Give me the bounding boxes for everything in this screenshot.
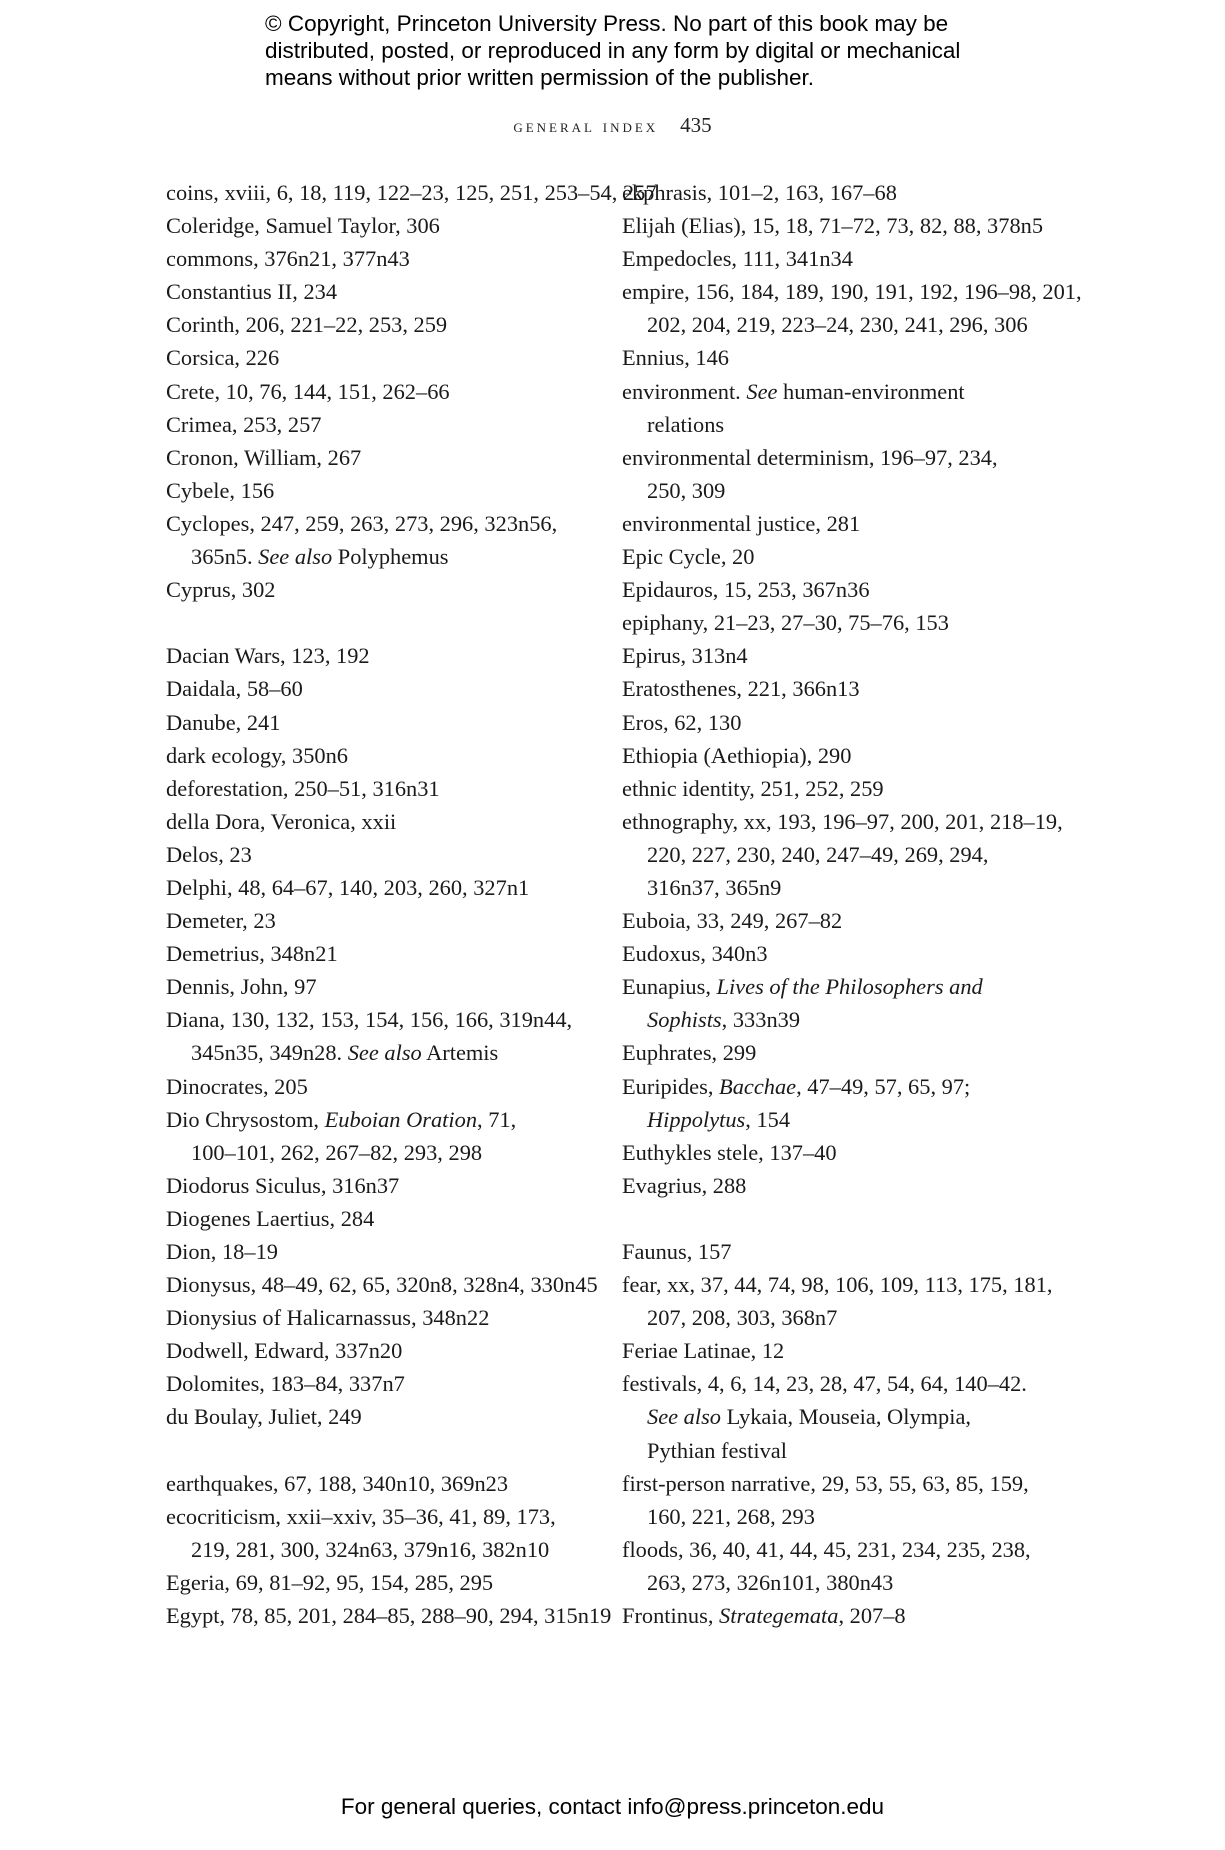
index-entry [166, 970, 596, 1003]
index-entry-text: du Boulay, Juliet, 249 [166, 1404, 362, 1430]
index-entry-text: epiphany, 21–23, 27–30, 75–76, 153 [622, 610, 949, 636]
footer-contact: For general queries, contact info@press.princeton.edu [340, 1794, 885, 1819]
index-entry-text: Diana, 130, 132, 153, 154, 156, 166, 319n44, [166, 1007, 573, 1033]
index-entry [166, 1500, 596, 1566]
index-entry-text: Dodwell, Edward, 337n20 [166, 1338, 403, 1364]
index-entry-text: Crete, 10, 76, 144, 151, 262–66 [166, 378, 450, 404]
index-entry-italic-text: See also [258, 544, 333, 570]
index-entry [622, 176, 1052, 209]
index-entry [166, 474, 596, 507]
index-entry-text: Cyprus, 302 [166, 577, 276, 603]
index-entry [622, 672, 1052, 705]
index-entry-text: Cybele, 156 [166, 477, 275, 503]
index-entry [622, 1467, 1052, 1533]
index-entry [622, 739, 1052, 772]
index-entry-text: Dinocrates, 205 [166, 1073, 308, 1099]
index-entry [622, 970, 1052, 1036]
index-entry [166, 1235, 596, 1268]
index-entry [166, 507, 596, 573]
index-entry [166, 1169, 596, 1202]
index-entry [166, 937, 596, 970]
index-entry [622, 1367, 1052, 1466]
index-entry [166, 706, 596, 739]
index-entry-text: Evagrius, 288 [622, 1172, 747, 1198]
index-entry [166, 1003, 596, 1069]
index-entry-text: first-person narrative, 29, 53, 55, 63, 85, 159, [622, 1470, 1029, 1496]
index-entry [622, 706, 1052, 739]
index-entry [622, 1599, 1052, 1632]
index-entry [166, 441, 596, 474]
index-entry [166, 308, 596, 341]
index-entry [622, 1235, 1052, 1268]
index-entry-text: 207, 208, 303, 368n7 [647, 1305, 838, 1331]
running-head [0, 113, 1225, 138]
index-entry-italic-text: Hippolytus [647, 1106, 746, 1132]
index-entry-text: floods, 36, 40, 41, 44, 45, 231, 234, 235, 238, [622, 1536, 1031, 1562]
index-entry [166, 838, 596, 871]
index-entry-text: Dio Chrysostom, [166, 1106, 325, 1132]
index-entry-text: Egypt, 78, 85, 201, 284–85, 288–90, 294, 315n19 [166, 1603, 612, 1629]
index-entry [166, 772, 596, 805]
index-entry-text: , 154 [745, 1106, 791, 1132]
index-entry-text: 160, 221, 268, 293 [647, 1503, 815, 1529]
index-entry-text: Danube, 241 [166, 709, 281, 735]
index-entry [622, 341, 1052, 374]
index-entry [622, 1136, 1052, 1169]
index-entry [622, 1533, 1052, 1599]
index-entry-text: Eudoxus, 340n3 [622, 941, 768, 967]
index-entry-text: Dacian Wars, 123, 192 [166, 643, 370, 669]
index-entry [622, 805, 1063, 904]
index-entry-text: , 207–8 [838, 1603, 906, 1629]
index-entry-italic-text: Strategemata [719, 1603, 839, 1629]
index-entry-text: Dolomites, 183–84, 337n7 [166, 1371, 405, 1397]
index-entry-text: 202, 204, 219, 223–24, 230, 241, 296, 306 [647, 312, 1028, 338]
index-entry-italic-text: See also [347, 1040, 422, 1066]
index-entry-text: Ennius, 146 [622, 345, 729, 371]
index-entry-text: 220, 227, 230, 240, 247–49, 269, 294, [647, 841, 989, 867]
index-entry-text: Elijah (Elias), 15, 18, 71–72, 73, 82, 88, 378n5 [622, 213, 1044, 239]
index-entry-text: fear, xx, 37, 44, 74, 98, 106, 109, 113, 175, 181, [622, 1272, 1053, 1298]
index-entry-text: Cronon, William, 267 [166, 444, 362, 470]
index-entry-italic-text: Lives of the Philosophers and [716, 974, 983, 1000]
index-entry-text: Faunus, 157 [622, 1239, 732, 1264]
index-entry-text: Pythian festival [647, 1437, 787, 1463]
copyright-notice: © Copyright, Princeton University Press. No part of this book may be distributed, posted, or reproduced in any form by digital or mechanical means without prior written permission of the publisher. [265, 11, 961, 90]
index-entry [622, 441, 1052, 507]
index-entry-text: Euphrates, 299 [622, 1040, 757, 1066]
index-entry-text: Coleridge, Samuel Taylor, 306 [166, 213, 440, 239]
index-entry-text: ecocriticism, xxii–xxiv, 35–36, 41, 89, 173, [166, 1503, 556, 1529]
index-entry [166, 275, 596, 308]
index-entry-text: Polyphemus [332, 544, 449, 570]
index-entry [166, 1467, 596, 1500]
index-entry [166, 209, 596, 242]
index-entry-text: Demeter, 23 [166, 908, 276, 934]
index-entry-text: Epidauros, 15, 253, 367n36 [622, 577, 870, 603]
index-entry-italic-text: Euboian Oration [324, 1106, 478, 1132]
index-entry [166, 1202, 596, 1235]
index-entry-text: environment. [622, 378, 747, 404]
index-entry-text: Crimea, 253, 257 [166, 411, 322, 437]
index-entry-text: Corinth, 206, 221–22, 253, 259 [166, 312, 448, 338]
index-entry [622, 639, 1052, 672]
index-entry-text: Diogenes Laertius, 284 [166, 1205, 375, 1231]
index-entry [166, 1566, 596, 1599]
index-entry-text: ethnography, xx, 193, 196–97, 200, 201, 218–19, [622, 808, 1063, 834]
index-entry-text: Constantius II, 234 [166, 279, 338, 305]
index-entry-text: Dionysus, 48–49, 62, 65, 320n8, 328n4, 330n45 [166, 1272, 598, 1298]
index-entry-text: Epic Cycle, 20 [622, 544, 755, 570]
index-entry-text: 219, 281, 300, 324n63, 379n16, 382n10 [191, 1536, 550, 1562]
index-entry-italic-text: See [746, 378, 778, 404]
index-entry-text: Dennis, John, 97 [166, 974, 317, 1000]
index-entry [166, 805, 596, 838]
index-entry [166, 1301, 596, 1334]
index-entry-text: Daidala, 58–60 [166, 676, 303, 702]
index-entry-italic-text: Sophists [647, 1007, 722, 1033]
index-entry-text: Frontinus, [622, 1603, 720, 1629]
index-entry-text: Diodorus Siculus, 316n37 [166, 1172, 400, 1198]
index-entry [622, 1070, 1052, 1136]
index-entry-text: ethnic identity, 251, 252, 259 [622, 775, 884, 801]
index-entry-text: , 47–49, 57, 65, 97; [796, 1073, 971, 1099]
index-entry [166, 1070, 596, 1103]
index-entry-text: Feriae Latinae, 12 [622, 1338, 785, 1364]
index-entry [166, 739, 596, 772]
index-entry-italic-text: See also [647, 1404, 721, 1430]
index-entry [166, 242, 596, 275]
index-entry-text: environmental determinism, 196–97, 234, [622, 444, 998, 470]
index-entry-text: Eunapius, [622, 974, 717, 1000]
index-entry [622, 573, 1052, 606]
index-entry-text: , 71, [477, 1106, 517, 1132]
index-entry [166, 1268, 596, 1301]
index-entry-italic-text: Bacchae [719, 1073, 797, 1099]
index-entry [622, 275, 1082, 341]
index-entry-text: festivals, 4, 6, 14, 23, 28, 47, 54, 64, 140–42. [622, 1371, 1027, 1397]
index-entry [622, 1334, 1052, 1367]
index-entry [166, 1400, 596, 1433]
index-entry [622, 904, 1052, 937]
index-entry [622, 1036, 1052, 1069]
index-entry [166, 176, 657, 209]
index-entry [166, 639, 596, 672]
index-entry [622, 1169, 1052, 1202]
index-entry-text: Corsica, 226 [166, 345, 280, 371]
index-entry [622, 507, 1052, 540]
index-entry-text: Epirus, 313n4 [622, 643, 748, 669]
index-entry [622, 540, 1052, 573]
index-entry-text: coins, xviii, 6, 18, 119, 122–23, 125, 251, 253–54, 257 [166, 180, 657, 205]
index-entry [166, 871, 596, 904]
running-head-title: general index [513, 116, 659, 137]
index-entry [622, 375, 1052, 441]
index-entry-text: Lykaia, Mouseia, Olympia, [721, 1404, 971, 1430]
index-entry-text: 365n5. [191, 544, 259, 570]
index-entry-text: Empedocles, 111, 341n34 [622, 246, 853, 272]
index-entry-text: Dionysius of Halicarnassus, 348n22 [166, 1305, 490, 1331]
index-entry [166, 1599, 612, 1632]
index-column-left [166, 176, 657, 1632]
index-entry-text: Euripides, [622, 1073, 720, 1099]
index-entry [622, 209, 1052, 242]
index-entry [166, 904, 596, 937]
index-entry-text: Cyclopes, 247, 259, 263, 273, 296, 323n56, [166, 510, 558, 536]
index-entry-text: Dion, 18–19 [166, 1239, 278, 1264]
index-entry-text: Eratosthenes, 221, 366n13 [622, 676, 860, 702]
index-entry-text: relations [647, 411, 725, 437]
index-entry-text: Euthykles stele, 137–40 [622, 1139, 837, 1165]
index-entry [622, 242, 1052, 275]
index-entry [622, 606, 1052, 639]
index-entry-text: deforestation, 250–51, 316n31 [166, 775, 440, 801]
index-entry-text: empire, 156, 184, 189, 190, 191, 192, 196–98, 201, [622, 279, 1082, 305]
index-entry-text: earthquakes, 67, 188, 340n10, 369n23 [166, 1470, 509, 1496]
index-entry-text: 250, 309 [647, 477, 726, 503]
index-entry-text: 100–101, 262, 267–82, 293, 298 [191, 1139, 483, 1165]
index-entry-text: Euboia, 33, 249, 267–82 [622, 908, 843, 934]
page-number: 435 [680, 113, 712, 137]
index-entry-text: Delos, 23 [166, 841, 252, 867]
index-entry-text: , 333n39 [721, 1007, 801, 1033]
index-entry [166, 1367, 596, 1400]
index-column-right [622, 176, 1082, 1632]
index-entry-text: human-environment [777, 378, 965, 404]
index-entry-text: Delphi, 48, 64–67, 140, 203, 260, 327n1 [166, 874, 530, 900]
index-entry [166, 672, 596, 705]
index-entry [166, 375, 596, 408]
index-entry-text: environmental justice, 281 [622, 510, 861, 536]
index-entry [622, 937, 1052, 970]
index-entry-text: Eros, 62, 130 [622, 709, 742, 735]
index-entry-text: della Dora, Veronica, xxii [166, 808, 397, 834]
index-entry-text: Egeria, 69, 81–92, 95, 154, 285, 295 [166, 1569, 494, 1595]
index-entry-text: Artemis [421, 1040, 499, 1066]
index-entry-text: 263, 273, 326n101, 380n43 [647, 1569, 894, 1595]
index-entry [166, 341, 596, 374]
index-entry-text: 345n35, 349n28. [191, 1040, 348, 1066]
index-entry-text: ekphrasis, 101–2, 163, 167–68 [622, 180, 897, 205]
index-entry-text: Ethiopia (Aethiopia), 290 [622, 742, 852, 768]
index-entry [166, 1103, 596, 1169]
index-entry [166, 408, 596, 441]
index-entry-text: Demetrius, 348n21 [166, 941, 338, 967]
index-entry [166, 1334, 596, 1367]
index-entry [622, 772, 1052, 805]
index-entry-text: dark ecology, 350n6 [166, 742, 348, 768]
index-entry [622, 1268, 1052, 1334]
index-entry [166, 573, 596, 606]
index-entry-text: 316n37, 365n9 [647, 874, 782, 900]
index-entry-text: commons, 376n21, 377n43 [166, 246, 410, 272]
